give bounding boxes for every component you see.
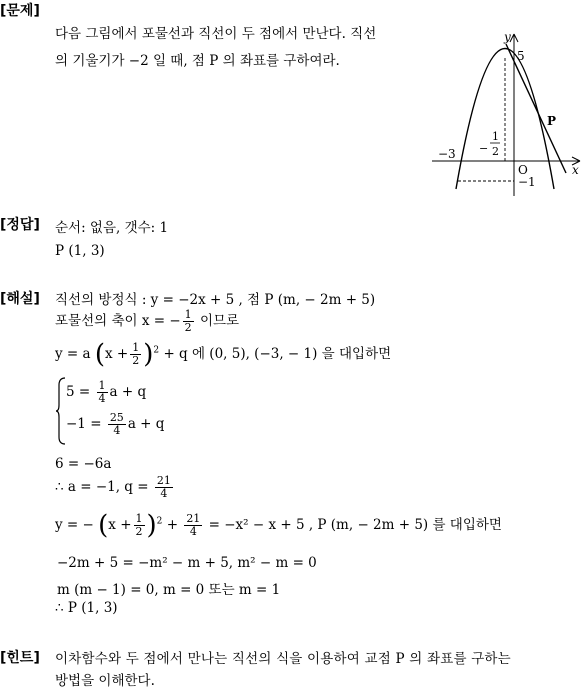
fraction-half (183, 309, 194, 334)
paren-close: ) (146, 510, 157, 541)
problem-tag: [문제] (0, 3, 40, 19)
problem-line-2: 의 기울기가 −2 일 때, 점 P 의 좌표를 구하여라. (55, 53, 340, 69)
solution-line-7 (55, 475, 175, 500)
frac-den: 4 (189, 525, 197, 538)
solution-line-1: 직선의 방정식 : y = −2x + 5 , 점 P (m, − 2m + 5) (55, 292, 376, 308)
solution-line-9: −2m + 5 = −m² − m + 5, m² − m = 0 (57, 555, 317, 571)
answer-line-2: P (1, 3) (55, 243, 105, 259)
answer-line-1: 순서: 없음, 갯수: 1 (55, 220, 169, 236)
fraction-21-4 (184, 513, 202, 538)
frac-den: 4 (113, 424, 121, 437)
parabola-figure (420, 28, 588, 198)
label-5: 5 (517, 49, 525, 63)
solution-tag: [해설] (0, 291, 40, 307)
fraction-21-4 (155, 475, 173, 500)
frac-num: 25 (109, 411, 124, 424)
frac-den: 4 (160, 487, 168, 500)
solution-line-3 (55, 339, 392, 370)
label-neg1: −1 (518, 175, 536, 189)
frac-num: 21 (156, 474, 171, 487)
paren-open: ( (98, 510, 109, 541)
eq1-right: a + q (109, 384, 147, 400)
secant-line (506, 44, 566, 173)
half-minus: − (479, 142, 489, 155)
answer-tag: [정답] (0, 217, 40, 233)
frac-num: 1 (184, 308, 192, 321)
hint-tag: [힌트] (0, 650, 40, 666)
solution-system-eq-1 (66, 380, 146, 405)
solution-line-8c: + (166, 517, 179, 533)
frac-den: 2 (132, 354, 140, 367)
solution-line-11: ∴ P (1, 3) (55, 600, 118, 616)
fraction-half (130, 342, 141, 367)
solution-line-8a: y = − (55, 517, 94, 533)
frac-num: 1 (135, 512, 143, 525)
solution-line-8 (55, 510, 502, 541)
x-axis-label: x (572, 163, 579, 177)
frac-num: 1 (132, 341, 140, 354)
y-axis-label: y (504, 30, 511, 44)
solution-line-2a: 포물선의 축이 x = − (55, 313, 181, 329)
eq1-left: 5 = (66, 384, 91, 400)
origin-label: O (518, 163, 528, 177)
frac-num: 21 (186, 512, 201, 525)
hint-line-2: 방법을 이해한다. (55, 673, 155, 689)
problem-line-1: 다음 그림에서 포물선과 직선이 두 점에서 만난다. 직선 (55, 26, 377, 42)
paren-open: ( (94, 339, 106, 370)
fraction-quarter (97, 380, 108, 405)
frac-den: 2 (184, 321, 192, 334)
frac-num: 1 (98, 379, 106, 392)
half-den: 2 (492, 145, 499, 158)
hint-line-1: 이차함수와 두 점에서 만나는 직선의 식을 이용하여 교점 P 의 좌표를 구하는 (55, 651, 511, 667)
fraction-half (134, 513, 145, 538)
exponent: 2 (156, 516, 163, 527)
eq2-left: −1 = (66, 416, 102, 432)
half-num: 1 (492, 130, 499, 143)
paren-close: ) (143, 339, 154, 370)
solution-line-2b: 이므로 (199, 313, 240, 329)
eq2-right: a + q (127, 416, 165, 432)
point-p-label: P (547, 114, 557, 128)
exponent: 2 (153, 345, 160, 356)
solution-system-eq-2 (66, 412, 164, 437)
solution-line-3c: + q 에 (0, 5), (−3, − 1) 을 대입하면 (163, 346, 392, 362)
solution-line-8d: = −x² − x + 5 , P (m, − 2m + 5) 를 대입하면 (208, 517, 502, 533)
label-neg3: −3 (438, 147, 456, 161)
solution-line-7a: ∴ a = −1, q = (55, 479, 149, 495)
solution-line-6: 6 = −6a (55, 456, 112, 472)
solution-line-3b: x + (105, 346, 129, 362)
solution-line-3a: y = a (55, 346, 91, 362)
frac-den: 2 (135, 525, 143, 538)
system-brace (56, 377, 66, 445)
solution-line-8b: x + (108, 517, 132, 533)
frac-den: 4 (98, 392, 106, 405)
fraction-25-4 (108, 412, 126, 437)
solution-line-2 (55, 309, 239, 334)
solution-line-10: m (m − 1) = 0, m = 0 또는 m = 1 (57, 582, 281, 598)
